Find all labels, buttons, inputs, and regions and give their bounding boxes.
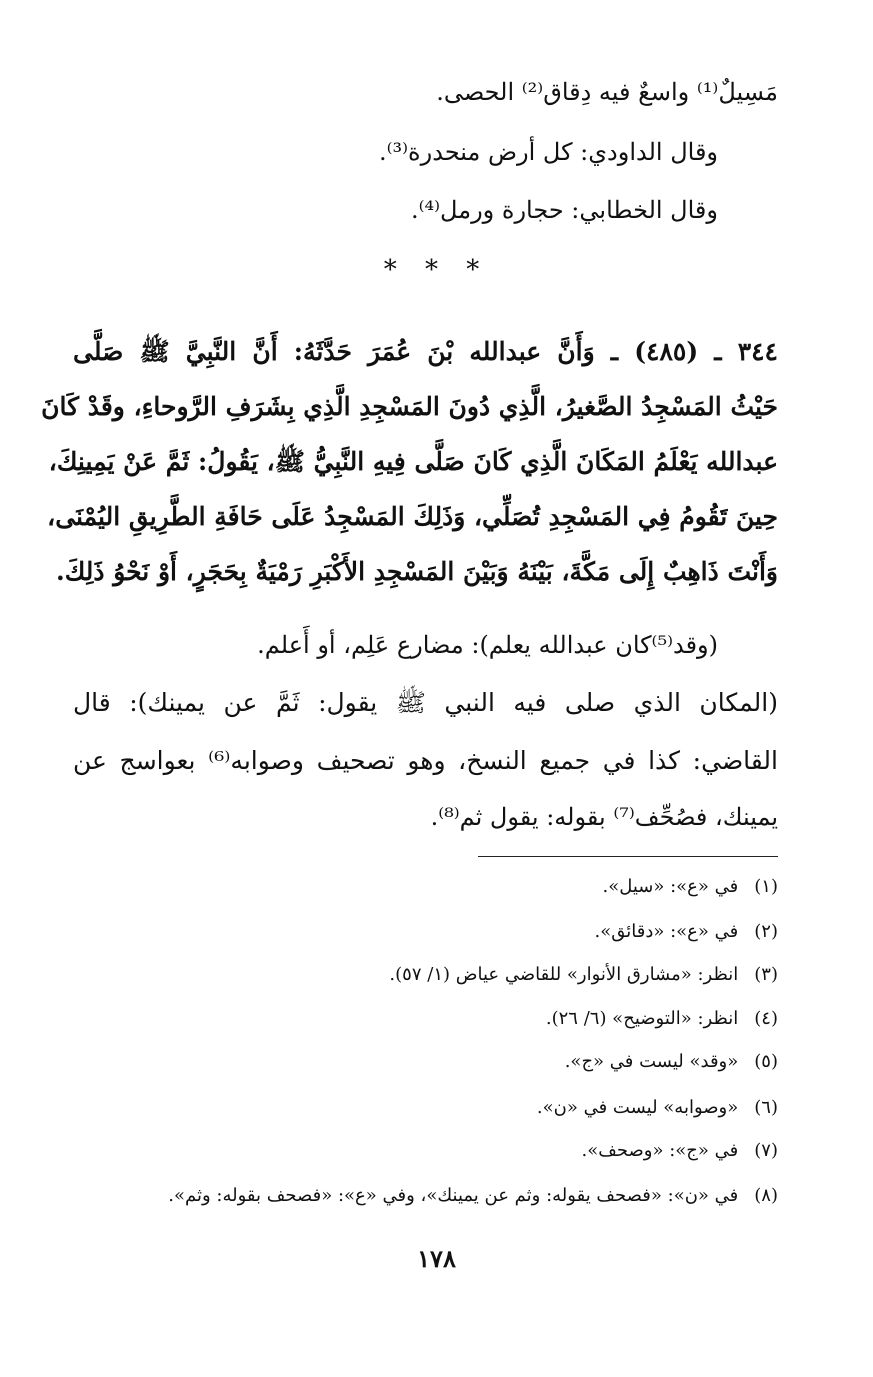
footnote-number: (١)	[754, 876, 778, 897]
footnote	[582, 1136, 778, 1166]
page-number: ١٧٨	[417, 1244, 456, 1273]
footnote-text: في «ج»: «وصحف».	[581, 1140, 739, 1161]
footnote-number: (٦)	[754, 1097, 778, 1118]
footnote-number: (٧)	[754, 1140, 778, 1161]
text-line: مَسِيلٌ⁽¹⁾ واسعٌ فيه دِقاق⁽²⁾ الحصى.	[436, 78, 778, 106]
footnote-number: (٨)	[754, 1185, 778, 1206]
section-separator: * * *	[383, 255, 490, 285]
footnote-text: في «ن»: «فصحف يقوله: وثم عن يمينك»، وفي «ع»: «فصحف بقوله: وثم».	[168, 1185, 739, 1206]
footnote	[168, 1181, 778, 1211]
text-line: وقال الخطابي: حجارة ورمل⁽⁴⁾.	[410, 196, 718, 224]
footnote	[595, 917, 779, 947]
footnote	[602, 872, 778, 902]
text-line: وقال الداودي: كل أرض منحدرة⁽³⁾.	[379, 138, 718, 166]
commentary-line: (وقد⁽⁵⁾كان عبدالله يعلم): مضارع عَلِم، أو أَعلم.	[257, 631, 718, 659]
footnote	[546, 1004, 778, 1034]
footnote-divider	[478, 856, 778, 857]
footnote-text: في «ع»: «سيل».	[602, 876, 739, 897]
footnote-number: (٥)	[754, 1051, 778, 1072]
hadith-line: ٣٤٤ ـ (٤٨٥) ـ وَأَنَّ عبدالله بْنَ عُمَرَ حَدَّثَهُ: أَنَّ النَّبِيَّ ﷺ صَلَّى	[73, 337, 778, 366]
footnote-text: انظر: «التوضيح» (٦/ ٢٦).	[545, 1008, 739, 1029]
footnote-text: «وصوابه» ليست في «ن».	[536, 1097, 739, 1118]
commentary-line: يمينك، فصُحِّف⁽⁷⁾ بقوله: يقول ثم⁽⁸⁾.	[430, 803, 778, 831]
commentary-line: القاضي: كذا في جميع النسخ، وهو تصحيف وصوابه⁽⁶⁾ بعواسج عن	[73, 746, 778, 775]
footnote	[389, 960, 778, 990]
footnote-text: انظر: «مشارق الأنوار» للقاضي عياض (١/ ٥٧).	[389, 964, 739, 985]
footnote	[565, 1047, 778, 1077]
footnote-text: «وقد» ليست في «ج».	[564, 1051, 739, 1072]
footnote-text: في «ع»: «دقائق».	[594, 921, 739, 942]
commentary-line: (المكان الذي صلى فيه النبي ﷺ يقول: ثَمَّ عن يمينك): قال	[73, 688, 778, 717]
footnote-number: (٢)	[754, 921, 778, 942]
footnote-number: (٣)	[754, 964, 778, 985]
hadith-line: وَأَنْتَ ذَاهِبٌ إِلَى مَكَّةَ، بَيْنَهُ وَبَيْنَ المَسْجِدِ الأَكْبَرِ رَمْيَةٌ بِحَجَرٍ، أَوْ نَحْوُ ذَلِكَ.	[56, 557, 778, 586]
hadith-line: حَيْثُ المَسْجِدُ الصَّغيرُ، الَّذِي دُونَ المَسْجِدِ الَّذِي بِشَرَفِ الرَّوحاءِ، وقَدْ كَانَ	[41, 392, 778, 421]
footnote	[537, 1093, 778, 1123]
footnote-number: (٤)	[754, 1008, 778, 1029]
hadith-line: حِينَ تَقُومُ فِي المَسْجِدِ تُصَلِّي، وَذَلِكَ المَسْجِدُ عَلَى حَافَةِ الطَّرِيقِ اليُمْنَى،	[47, 502, 778, 531]
hadith-line: عبدالله يَعْلَمُ المَكَانَ الَّذِي كَانَ صَلَّى فِيهِ النَّبِيُّ ﷺ، يَقُولُ: ثَمَّ عَنْ يَمِينِكَ،	[48, 447, 778, 476]
